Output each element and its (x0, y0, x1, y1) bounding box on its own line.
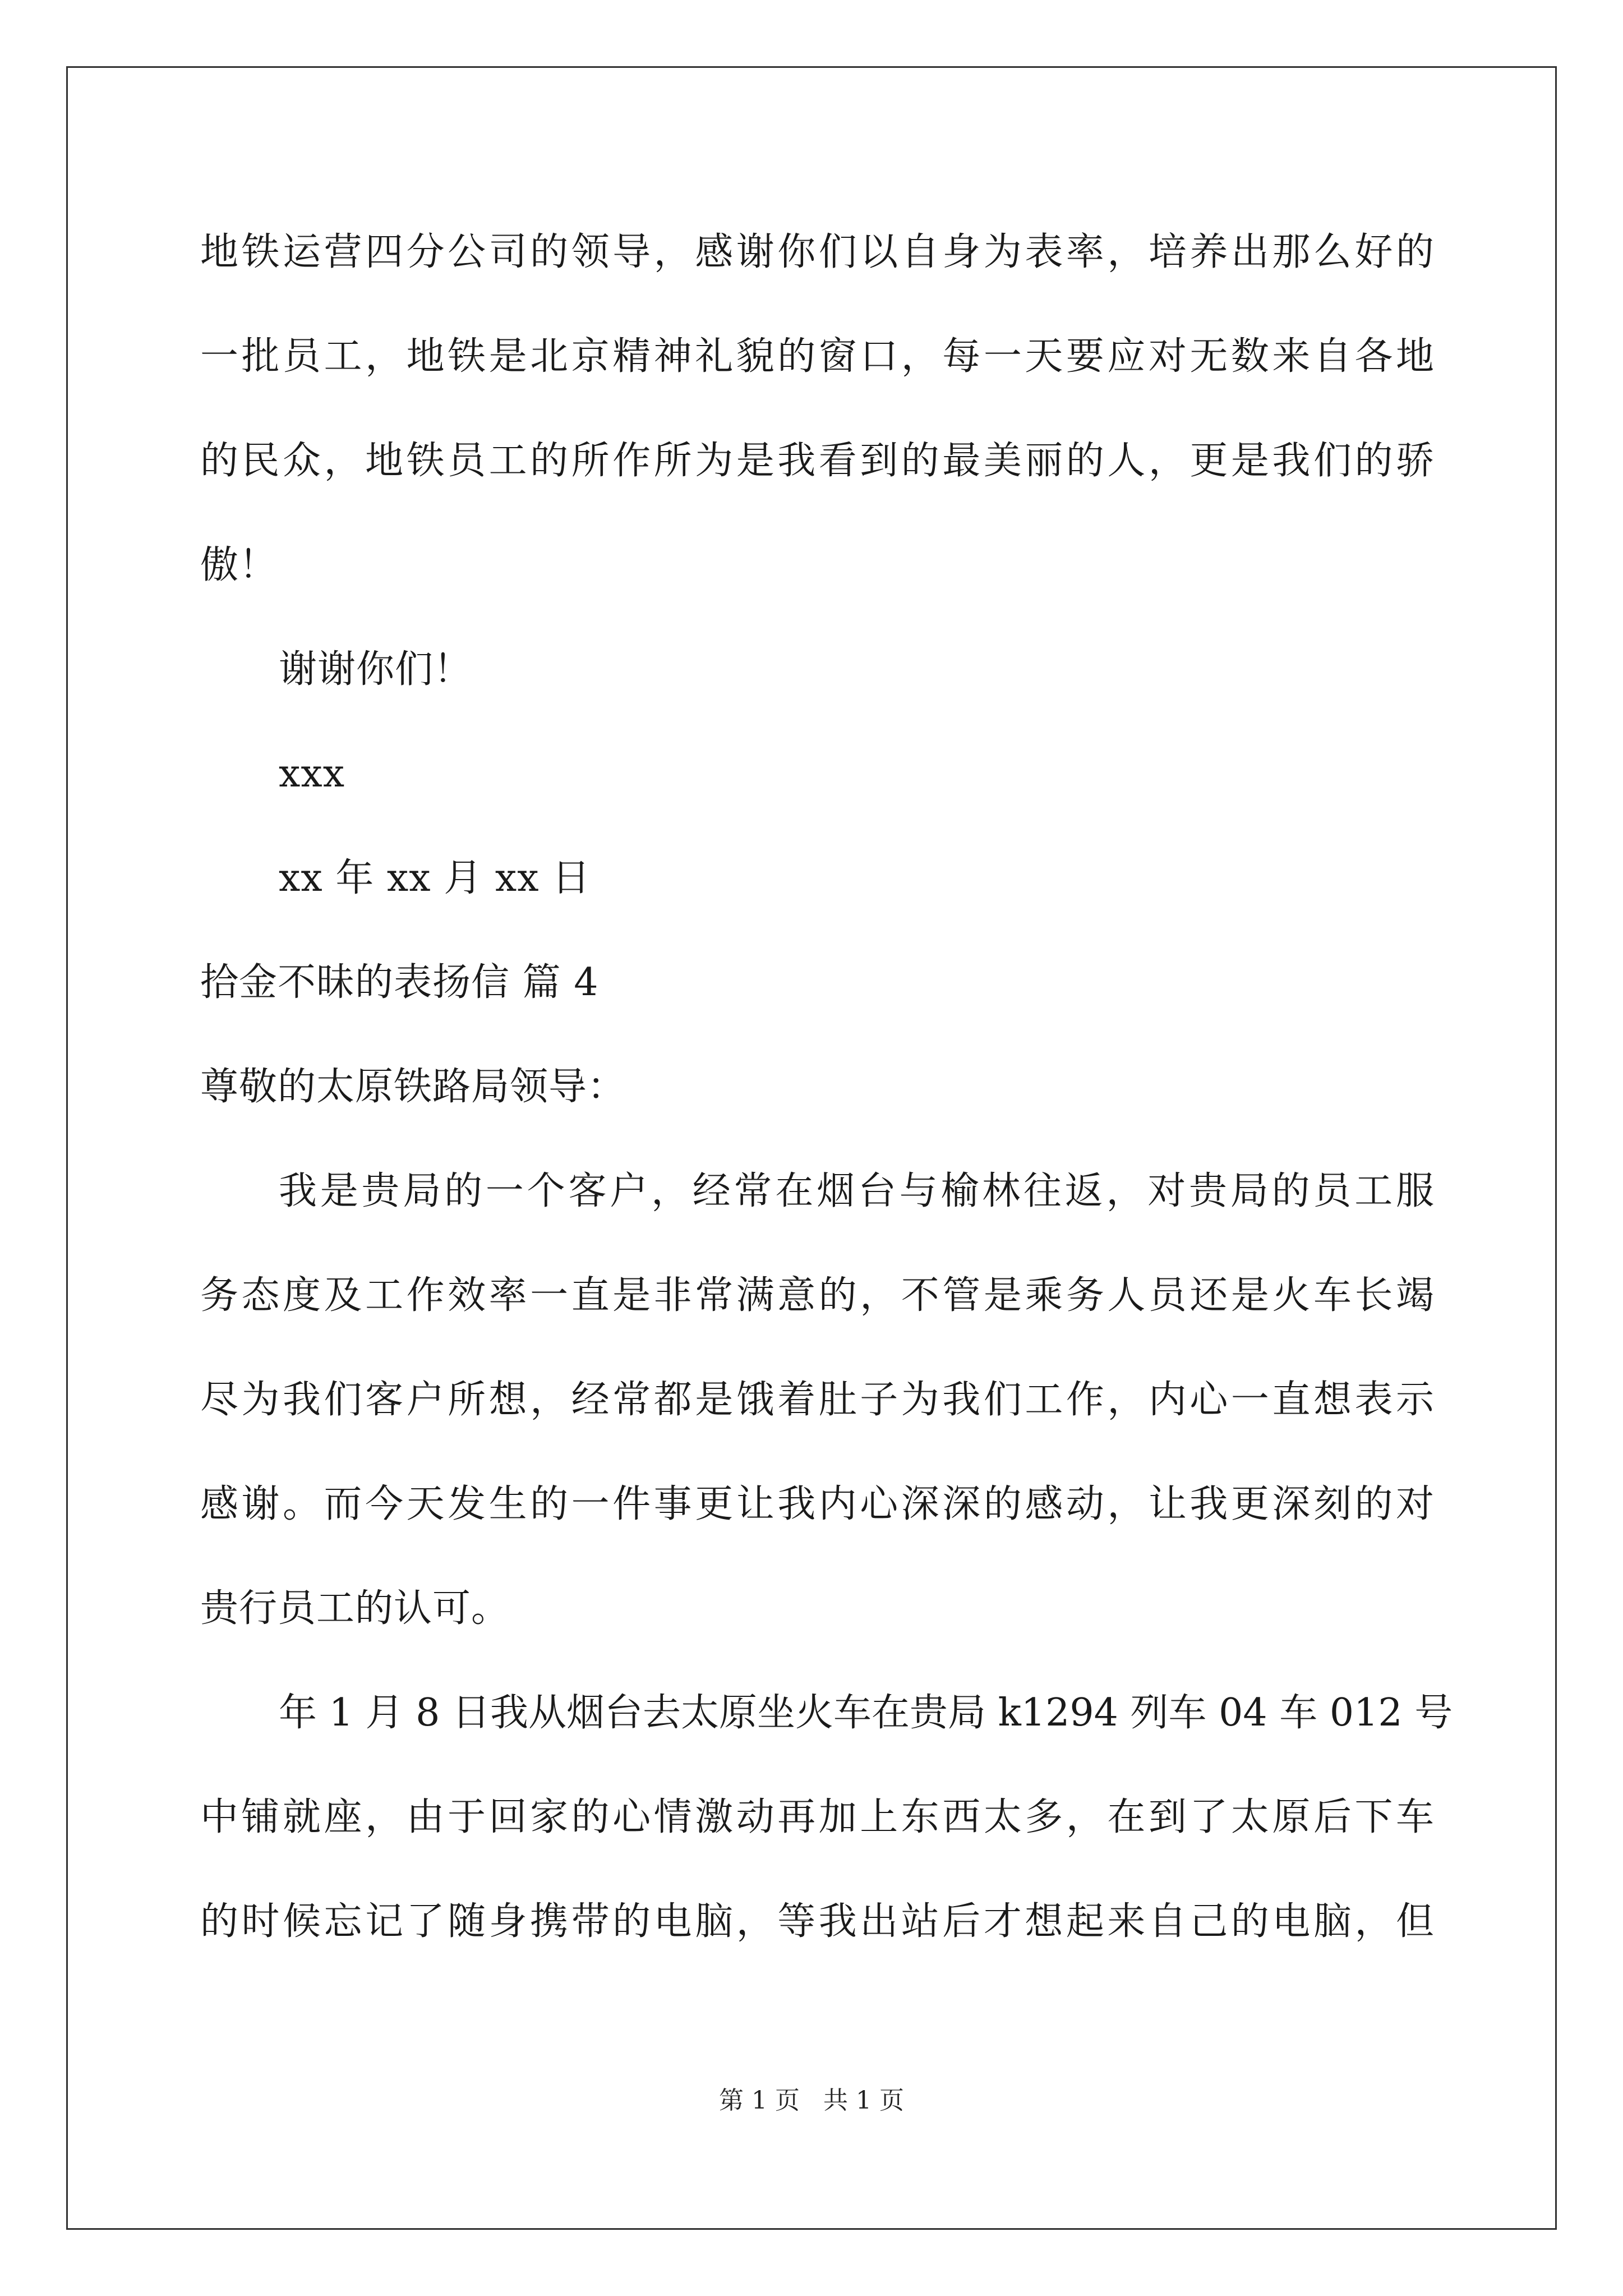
page-footer: 第 1 页 共 1 页 (719, 2086, 904, 2115)
body-line: 一批员工，地铁是北京精神礼貌的窗口，每一天要应对无数来自各地 (200, 334, 1434, 379)
section-heading: 拾金不昧的表扬信 篇 4 (200, 960, 599, 1005)
body-line: 傲！ (200, 543, 278, 587)
body-line: 的时候忘记了随身携带的电脑，等我出站后才想起来自己的电脑，但 (200, 1899, 1434, 1944)
body-line: 中铺就座，由于回家的心情激动再加上东西太多，在到了太原后下车 (200, 1795, 1434, 1839)
body-line: 尽为我们客户所想，经常都是饿着肚子为我们工作，内心一直想表示 (200, 1378, 1434, 1422)
date-line: xx 年 xx 月 xx 日 (279, 856, 591, 900)
body-line: 感谢。而今天发生的一件事更让我内心深深的感动，让我更深刻的对 (200, 1482, 1434, 1526)
salutation: 尊敬的太原铁路局领导： (200, 1065, 626, 1109)
body-line: 我是贵局的一个客户，经常在烟台与榆林往返，对贵局的员工服 (279, 1169, 1434, 1213)
body-line: 贵行员工的认可。 (200, 1586, 510, 1631)
body-line: 年 1 月 8 日我从烟台去太原坐火车在贵局 k1294 列车 04 车 012 号 (279, 1691, 1453, 1735)
body-line: 务态度及工作效率一直是非常满意的，不管是乘务人员还是火车长竭 (200, 1273, 1434, 1318)
body-line: 的民众，地铁员工的所作所为是我看到的最美丽的人，更是我们的骄 (200, 439, 1434, 483)
body-line: 地铁运营四分公司的领导，感谢你们以自身为表率，培养出那么好的 (200, 230, 1434, 274)
closing-thanks: 谢谢你们！ (279, 647, 473, 692)
signature: xxx (279, 752, 345, 796)
